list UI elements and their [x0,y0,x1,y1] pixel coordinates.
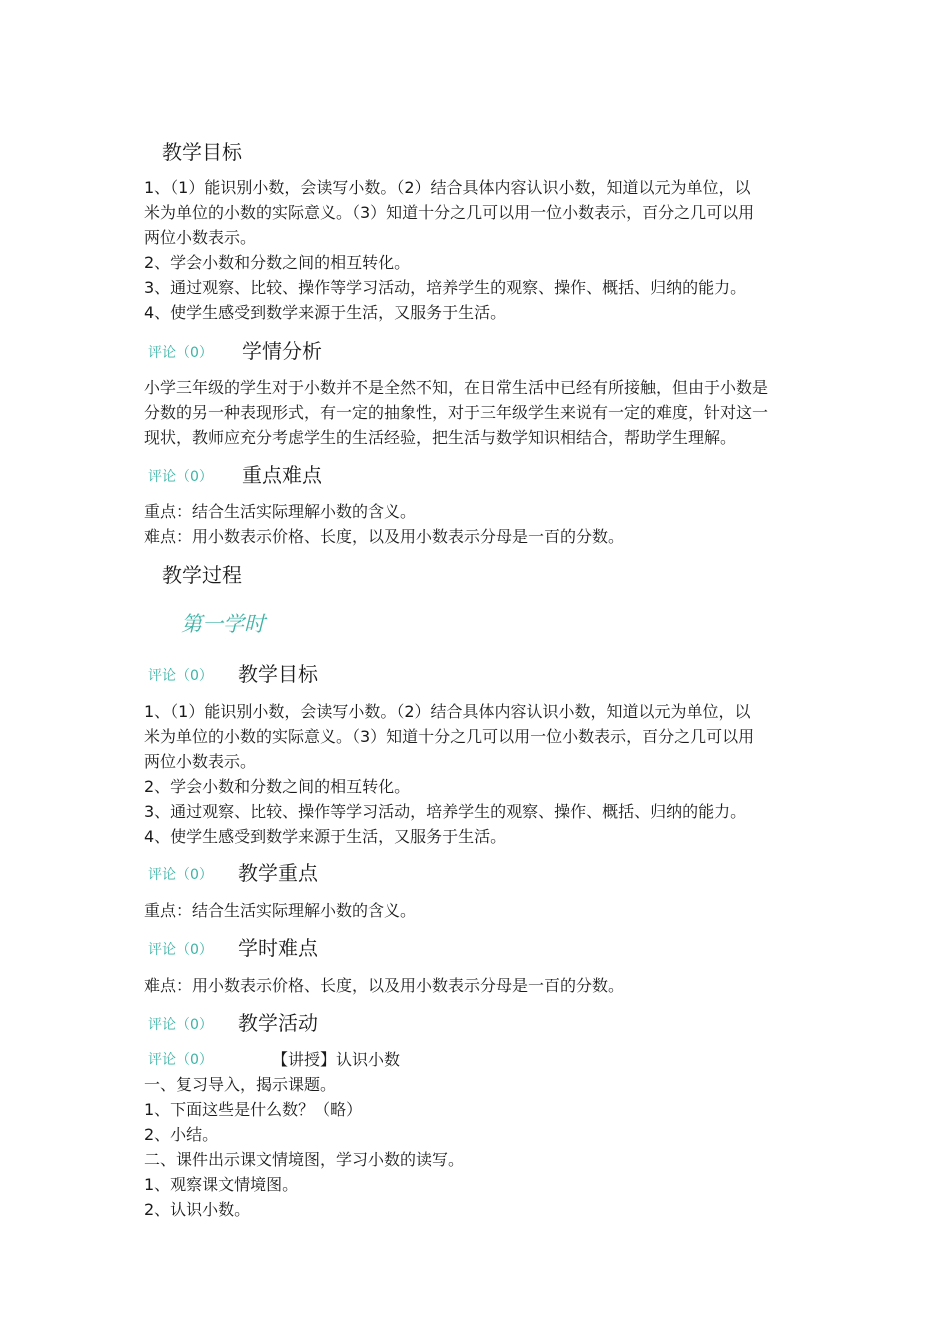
paragraph-line: 1、（1）能识别小数，会读写小数。（2）结合具体内容认识小数，知道以元为单位，以 [144,178,751,197]
comment-link[interactable]: 评论（0） [148,469,213,485]
paragraph-line: 分数的另一种表现形式，有一定的抽象性，对于三年级学生来说有一定的难度，针对这一 [144,403,769,422]
paragraph-line: 现状，教师应充分考虑学生的生活经验，把生活与数学知识相结合，帮助学生理解。 [144,428,737,447]
section-title-student-analysis: 学情分析 [242,339,322,363]
paragraph-line: 难点：用小数表示价格、长度，以及用小数表示分母是一百的分数。 [144,527,625,546]
paragraph-line: 1、观察课文情境图。 [144,1175,299,1194]
paragraph-line: 重点：结合生活实际理解小数的含义。 [144,502,417,521]
paragraph-line: 一、复习导入，揭示课题。 [144,1075,337,1094]
paragraph-line: 小学三年级的学生对于小数并不是全然不知，在日常生活中已经有所接触，但由于小数是 [144,378,769,397]
paragraph-line: 1、（1）能识别小数，会读写小数。（2）结合具体内容认识小数，知道以元为单位，以 [144,702,751,721]
activity-subtitle: 【讲授】认识小数 [272,1050,401,1069]
section-title-teaching-goals: 教学目标 [162,140,242,164]
comment-link[interactable]: 评论（0） [148,668,213,684]
section-title-lesson-difficulties: 学时难点 [238,936,318,960]
lesson-title: 第一学时 [181,612,265,636]
paragraph-line: 3、通过观察、比较、操作等学习活动，培养学生的观察、操作、概括、归纳的能力。 [144,278,747,297]
paragraph-line: 两位小数表示。 [144,228,257,247]
comment-link[interactable]: 评论（0） [148,1052,213,1068]
paragraph-line: 2、学会小数和分数之间的相互转化。 [144,253,411,272]
paragraph-line: 2、小结。 [144,1125,219,1144]
section-title-teaching-goals: 教学目标 [238,662,318,686]
section-title-key-difficult-points: 重点难点 [242,463,322,487]
paragraph-line: 两位小数表示。 [144,752,257,771]
section-title-teaching-activities: 教学活动 [238,1011,318,1035]
paragraph-line: 米为单位的小数的实际意义。（3）知道十分之几可以用一位小数表示，百分之几可以用 [144,203,755,222]
paragraph-line: 重点：结合生活实际理解小数的含义。 [144,901,417,920]
paragraph-line: 2、认识小数。 [144,1200,251,1219]
paragraph-line: 难点：用小数表示价格、长度，以及用小数表示分母是一百的分数。 [144,976,625,995]
comment-link[interactable]: 评论（0） [148,1017,213,1033]
comment-link[interactable]: 评论（0） [148,345,213,361]
paragraph-line: 米为单位的小数的实际意义。（3）知道十分之几可以用一位小数表示，百分之几可以用 [144,727,755,746]
comment-link[interactable]: 评论（0） [148,942,213,958]
paragraph-line: 4、使学生感受到数学来源于生活，又服务于生活。 [144,303,507,322]
paragraph-line: 4、使学生感受到数学来源于生活，又服务于生活。 [144,827,507,846]
paragraph-line: 3、通过观察、比较、操作等学习活动，培养学生的观察、操作、概括、归纳的能力。 [144,802,747,821]
paragraph-line: 二、课件出示课文情境图，学习小数的读写。 [144,1150,465,1169]
comment-link[interactable]: 评论（0） [148,867,213,883]
paragraph-line: 1、下面这些是什么数？（略） [144,1100,363,1119]
section-title-teaching-key-points: 教学重点 [238,861,318,885]
paragraph-line: 2、学会小数和分数之间的相互转化。 [144,777,411,796]
section-title-teaching-process: 教学过程 [162,563,242,587]
